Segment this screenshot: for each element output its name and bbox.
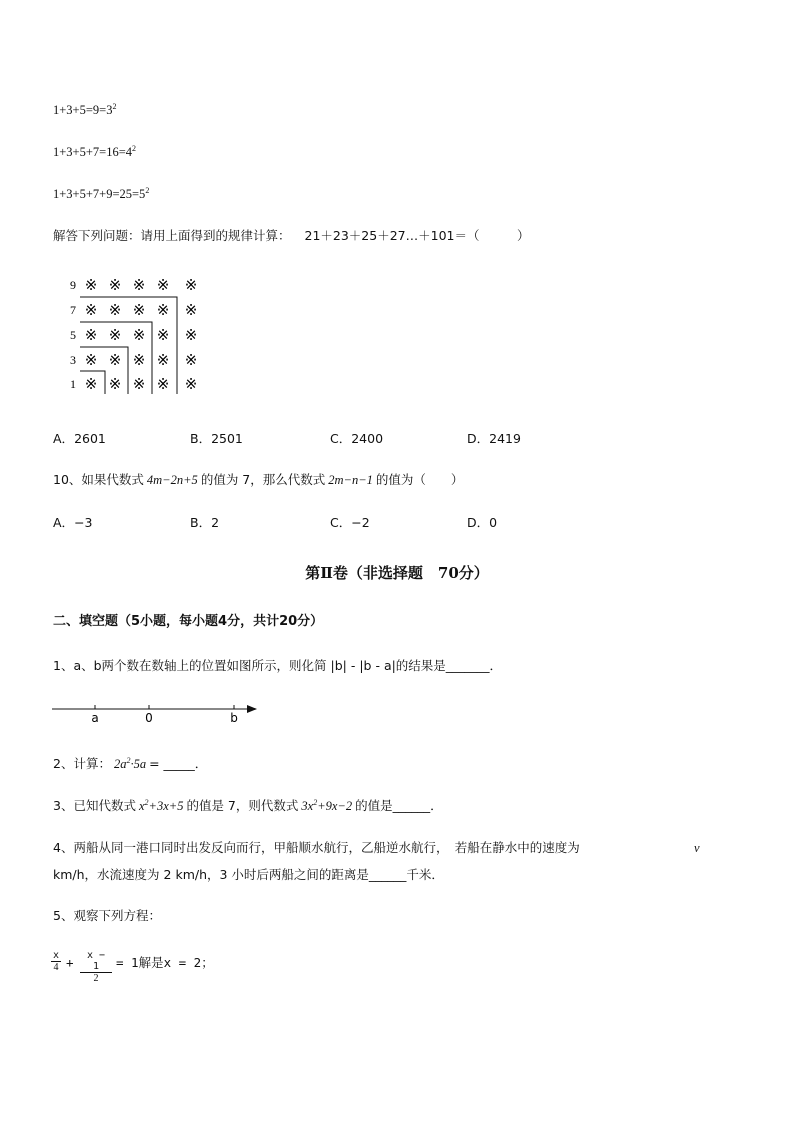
q10-prefix: 10、如果代数式 [53, 472, 144, 487]
pattern-cell: ※ [156, 276, 170, 294]
row-label-1: 1 [70, 377, 76, 391]
fill2-question [53, 756, 207, 772]
q10-expr1: 4m−2n+5 [146, 473, 198, 487]
eq-rest: = 1解是x = 2； [116, 955, 214, 970]
pattern-cell: ※ [84, 326, 98, 344]
q9-pattern-figure [60, 272, 210, 398]
pattern-cell: ※ [108, 276, 122, 294]
pattern-cell: ※ [84, 276, 98, 294]
fill2-expression: $2a^2\cdot 5a$ [113, 756, 147, 771]
pattern-cell: ※ [132, 276, 146, 294]
pattern-cell: ※ [184, 375, 198, 393]
number-line [50, 700, 262, 726]
q10-option-d: D．0 [467, 515, 498, 530]
pattern-cell: ※ [108, 301, 122, 319]
fill3-expr2: $3x^2+9x-2$ [301, 798, 353, 813]
pattern-cell: ※ [156, 375, 170, 393]
pattern-line-3: $1+3+5+7+9=25=5^2$ [53, 186, 150, 201]
eq-frac2-denominator: 2 [93, 973, 99, 984]
fill3-expr1: $x^2+3x+5$ [138, 798, 184, 813]
pattern-cell: ※ [84, 301, 98, 319]
q9-option-d: D．2419 [467, 431, 521, 446]
part2-title: 第Ⅱ卷（非选择题 70分） [305, 564, 489, 582]
pattern-cell: ※ [132, 326, 146, 344]
q10-option-a: A．−3 [53, 515, 93, 530]
pattern-cell: ※ [184, 351, 198, 369]
axis-label-0: 0 [145, 711, 153, 725]
pattern-line-2: $1+3+5+7=16=4^2$ [53, 144, 136, 159]
axis-label-b: b [230, 711, 238, 725]
pattern-cell: ※ [184, 301, 198, 319]
eq-frac1-denominator: 4 [53, 962, 59, 973]
pattern-cell: ※ [84, 375, 98, 393]
pattern-cell: ※ [108, 375, 122, 393]
eq-frac1-numerator: x [52, 950, 60, 961]
pattern-cell: ※ [84, 351, 98, 369]
number-line-arrow [247, 705, 257, 713]
pattern-cell: ※ [132, 351, 146, 369]
pattern-cell: ※ [132, 375, 146, 393]
pattern-cell: ※ [184, 326, 198, 344]
fill4-velocity-var: v [694, 841, 700, 855]
pattern-line-1: $1+3+5=9=3^2$ [53, 102, 117, 117]
row-label-3: 3 [70, 353, 76, 367]
row-label-7: 7 [70, 303, 76, 317]
q10-question [53, 472, 463, 488]
fill3-question [53, 798, 443, 814]
q10-expr2: 2m−n−1 [328, 473, 373, 487]
q10-option-b: B．2 [190, 515, 220, 530]
pattern-cell: ※ [156, 301, 170, 319]
pattern-cell: ※ [156, 326, 170, 344]
fill1-question: 1、a、b两个数在数轴上的位置如图所示，则化简 |b| - |b - a|的结果是_______． [53, 658, 503, 673]
eq-plus: + [66, 955, 74, 970]
eq-fraction-1 [51, 950, 61, 973]
pattern-cell: ※ [156, 351, 170, 369]
q9-question [53, 228, 529, 244]
q9-option-c: C．2400 [330, 431, 384, 446]
axis-label-a: a [91, 711, 99, 725]
fill2-suffix: = _____． [149, 756, 208, 771]
fill5-question: 5、观察下列方程： [53, 908, 161, 923]
pattern-cell: ※ [184, 276, 198, 294]
q10-option-c: C．−2 [330, 515, 370, 530]
q10-suffix: 的值为（ ） [375, 472, 464, 487]
fill2-prefix: 2、计算： [53, 756, 111, 771]
q10-middle: 的值为 7，那么代数式 [200, 472, 326, 487]
eq-frac2-numerator: x − 1 [80, 950, 112, 973]
pattern-cell: ※ [132, 301, 146, 319]
row-label-9: 9 [70, 278, 76, 292]
q9-prompt: 解答下列问题：请用上面得到的规律计算： [53, 228, 291, 243]
q9-expression: 21＋23＋25＋27…＋101＝（ ） [304, 228, 530, 243]
fill3-suffix: 的值是______． [355, 798, 443, 813]
fill4-line1: 4、两船从同一港口同时出发反向而行，甲船顺水航行，乙船逆水航行， 若船在静水中的速度为 [53, 840, 580, 855]
pattern-cell: ※ [108, 351, 122, 369]
fill3-middle: 的值是 7，则代数式 [186, 798, 299, 813]
row-label-5: 5 [70, 328, 76, 342]
q9-option-b: B．2501 [190, 431, 243, 446]
fill3-prefix: 3、已知代数式 [53, 798, 136, 813]
pattern-cell: ※ [108, 326, 122, 344]
section2-heading: 二、填空题（5小题，每小题4分，共计20分） [53, 614, 324, 629]
fill4-line2: km/h，水流速度为 2 km/h，3 小时后两船之间的距离是______千米． [53, 867, 444, 882]
q9-option-a: A．2601 [53, 431, 106, 446]
eq-fraction-2 [80, 950, 112, 984]
